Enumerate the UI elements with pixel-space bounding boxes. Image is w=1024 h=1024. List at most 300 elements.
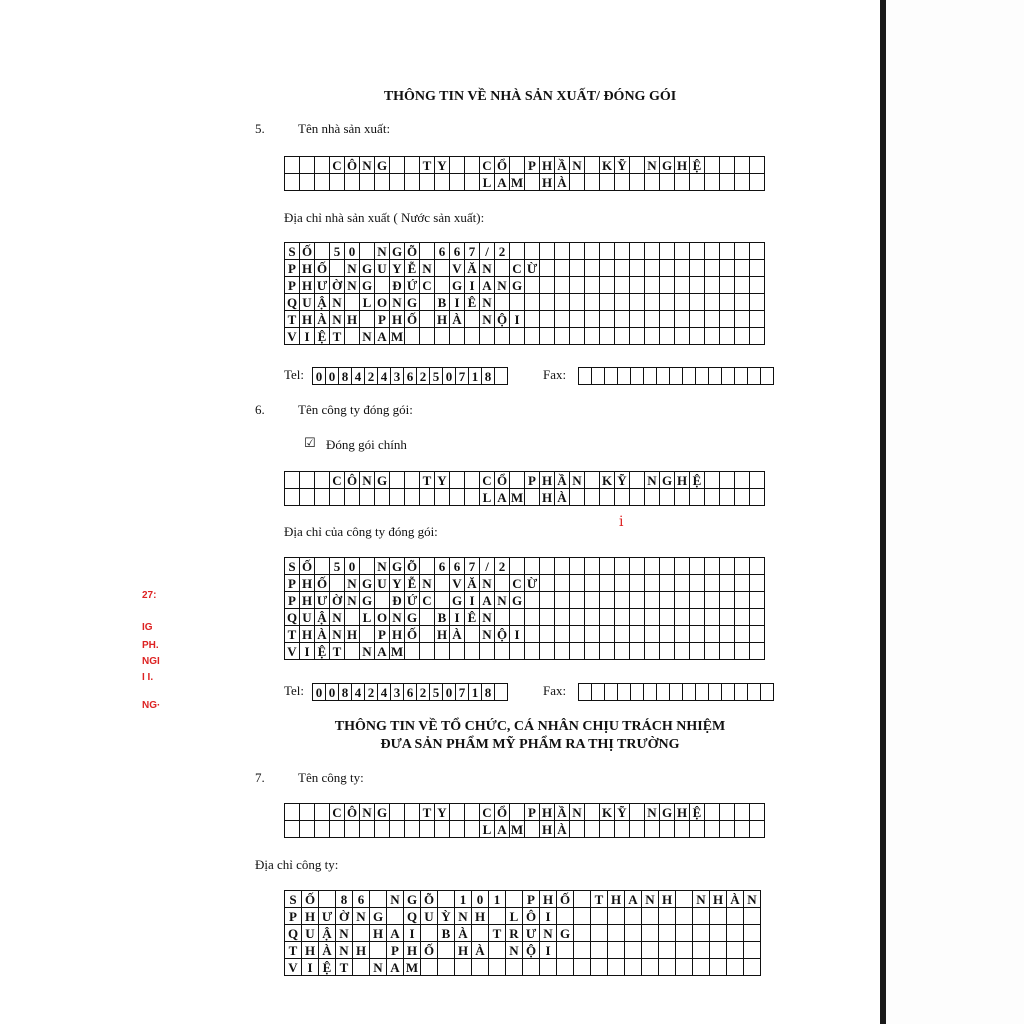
grid-cell [608,942,625,959]
grid-cell [585,575,600,592]
grid-cell: G [660,472,675,489]
grid-cell [495,575,510,592]
grid-cell: Ổ [495,472,510,489]
grid-row [285,959,761,976]
grid-cell: H [302,942,319,959]
grid-cell [690,311,705,328]
grid-cell: O [375,609,390,626]
grid-cell: À [315,311,330,328]
grid-cell: H [404,942,421,959]
grid-cell [750,174,765,191]
grid-cell [690,489,705,506]
grid-cell [642,908,659,925]
grid-cell [720,157,735,174]
grid-cell [555,260,570,277]
grid-cell [645,260,660,277]
grid-cell: G [360,575,375,592]
grid-cell [506,891,523,908]
grid-cell [555,243,570,260]
grid-cell [676,908,693,925]
grid-cell [750,592,765,609]
grid-cell [657,684,670,701]
grid-cell [735,643,750,660]
section7-address-label: Địa chỉ công ty: [255,857,339,872]
grid-cell [660,311,675,328]
grid-cell [592,368,605,385]
grid-cell [727,925,744,942]
grid-cell: Ầ [555,472,570,489]
grid-cell [540,609,555,626]
packager-address-grid [284,557,765,660]
grid-cell [525,174,540,191]
grid-cell: N [360,643,375,660]
grid-cell [465,174,480,191]
grid-cell [744,959,761,976]
grid-cell [645,294,660,311]
grid-cell [750,804,765,821]
grid-row [285,294,765,311]
grid-cell: G [510,277,525,294]
grid-cell: 2 [365,368,378,385]
grid-cell [735,174,750,191]
grid-cell: 0 [313,368,326,385]
grid-cell [630,294,645,311]
grid-cell [645,609,660,626]
grid-cell [570,294,585,311]
grid-cell [600,575,615,592]
grid-cell: Ầ [555,804,570,821]
grid-cell: L [480,489,495,506]
grid-row [285,643,765,660]
grid-cell: N [480,294,495,311]
grid-cell: L [360,609,375,626]
grid-cell: Ậ [319,925,336,942]
grid-cell [574,942,591,959]
grid-cell [660,626,675,643]
grid-cell [735,558,750,575]
grid-cell: A [375,643,390,660]
grid-cell: Ô [345,472,360,489]
grid-cell [675,328,690,345]
grid-cell [690,609,705,626]
grid-cell: H [302,908,319,925]
grid-cell [750,328,765,345]
grid-cell: C [480,472,495,489]
grid-cell [540,260,555,277]
grid-cell [285,174,300,191]
grid-cell [690,277,705,294]
grid-cell: 0 [443,684,456,701]
grid-cell [630,277,645,294]
grid-cell [600,294,615,311]
grid-cell [735,592,750,609]
grid-cell [660,260,675,277]
grid-cell [631,368,644,385]
grid-cell [574,925,591,942]
grid-cell: 8 [339,368,352,385]
grid-cell [710,925,727,942]
grid-cell: À [319,942,336,959]
grid-cell [600,277,615,294]
grid-cell [585,174,600,191]
grid-cell: G [557,925,574,942]
grid-cell [705,328,720,345]
grid-cell: T [336,959,353,976]
grid-cell [727,908,744,925]
grid-cell: Đ [390,277,405,294]
grid-cell: B [435,294,450,311]
grid-cell [557,942,574,959]
grid-cell: U [302,925,319,942]
grid-cell [525,626,540,643]
grid-cell [390,157,405,174]
grid-row [285,472,765,489]
stamp-text-line: I I. [142,672,154,683]
grid-cell [675,174,690,191]
grid-cell: 3 [391,368,404,385]
grid-cell [570,311,585,328]
grid-cell [319,891,336,908]
grid-cell [720,260,735,277]
grid-row [285,925,761,942]
grid-cell: I [465,277,480,294]
company-name-grid [284,803,765,838]
grid-cell: 1 [469,368,482,385]
grid-cell: 8 [339,684,352,701]
grid-cell: H [675,804,690,821]
grid-cell [455,959,472,976]
grid-cell [645,575,660,592]
grid-cell [676,925,693,942]
grid-cell [600,558,615,575]
grid-cell [615,489,630,506]
grid-cell [659,942,676,959]
grid-cell [618,684,631,701]
grid-cell [585,243,600,260]
grid-cell: P [285,575,300,592]
grid-cell [540,311,555,328]
grid-cell [660,575,675,592]
grid-cell [345,174,360,191]
grid-cell: N [360,472,375,489]
grid-cell: 5 [330,558,345,575]
grid-cell [660,174,675,191]
grid-cell: Ổ [495,804,510,821]
grid-cell: G [360,592,375,609]
grid-cell: H [608,891,625,908]
grid-cell: 8 [482,684,495,701]
grid-cell: Ô [345,157,360,174]
grid-cell [435,821,450,838]
grid-cell [675,592,690,609]
grid-cell [375,277,390,294]
grid-cell [555,328,570,345]
grid-cell: G [405,294,420,311]
grid-cell [696,368,709,385]
grid-cell: P [387,942,404,959]
grid-cell [644,684,657,701]
grid-cell: 0 [345,243,360,260]
grid-cell [591,925,608,942]
grid-cell: H [390,626,405,643]
producer-name-grid [284,156,765,191]
grid-cell [360,311,375,328]
grid-cell [748,684,761,701]
grid-cell [540,959,557,976]
grid-cell [585,821,600,838]
grid-cell [630,592,645,609]
grid-cell: H [435,311,450,328]
grid-cell: Ệ [315,328,330,345]
grid-cell [330,174,345,191]
grid-cell [735,260,750,277]
grid-cell: Ô [523,908,540,925]
grid-cell: Ỹ [615,157,630,174]
grid-cell [645,643,660,660]
grid-cell: H [300,575,315,592]
grid-cell [690,821,705,838]
grid-cell [438,942,455,959]
grid-cell: N [693,891,710,908]
grid-cell [435,174,450,191]
grid-cell [585,558,600,575]
grid-cell: 0 [313,684,326,701]
grid-cell: S [285,243,300,260]
grid-cell: T [420,157,435,174]
grid-cell [693,959,710,976]
grid-cell [375,489,390,506]
grid-cell: H [540,489,555,506]
grid-cell: Ă [465,575,480,592]
grid-cell: Ô [345,804,360,821]
grid-cell: T [285,942,302,959]
grid-cell [570,575,585,592]
grid-cell [420,643,435,660]
grid-cell [683,684,696,701]
section6-tel-label: Tel: [284,683,305,698]
grid-cell [750,472,765,489]
grid-cell [660,277,675,294]
grid-cell [615,174,630,191]
grid-cell [630,260,645,277]
grid-cell [600,243,615,260]
grid-cell: Y [390,260,405,277]
grid-cell: T [489,925,506,942]
grid-cell: 6 [404,368,417,385]
grid-cell [405,157,420,174]
grid-cell: C [510,260,525,277]
grid-cell [450,157,465,174]
grid-cell: R [506,925,523,942]
grid-cell: H [540,891,557,908]
grid-cell [693,908,710,925]
grid-cell [615,592,630,609]
grid-cell: H [659,891,676,908]
grid-cell [300,821,315,838]
grid-cell: I [510,626,525,643]
grid-cell: M [390,328,404,344]
grid-cell [585,489,600,506]
grid-cell [659,908,676,925]
grid-cell [735,157,750,174]
grid-cell: N [360,804,375,821]
grid-row [285,277,765,294]
grid-cell [540,277,555,294]
grid-cell [720,294,735,311]
grid-cell [735,575,750,592]
grid-cell [510,472,525,489]
grid-cell: G [404,891,421,908]
grid-cell [720,243,735,260]
grid-cell [555,277,570,294]
grid-cell [300,157,315,174]
grid-cell [657,368,670,385]
grid-cell: C [420,592,435,609]
grid-cell: N [420,575,435,592]
grid-cell [585,472,600,489]
grid-cell [600,609,615,626]
grid-cell: B [435,609,450,626]
grid-cell [670,368,683,385]
grid-cell: 0 [345,558,360,575]
company-address-grid [284,890,761,976]
grid-cell [525,489,540,506]
grid-cell [744,942,761,959]
grid-cell: 0 [443,368,456,385]
grid-cell: 4 [352,684,365,701]
grid-cell [525,558,540,575]
grid-cell: Ỹ [615,472,630,489]
grid-cell: H [300,311,315,328]
grid-cell: Õ [405,558,420,575]
grid-cell [720,643,735,660]
grid-cell [690,575,705,592]
grid-cell: N [645,472,660,489]
grid-cell [489,942,506,959]
grid-cell [642,925,659,942]
grid-cell: N [353,908,370,925]
grid-cell [585,328,600,345]
grid-cell: Ỳ [438,908,455,925]
grid-cell: Ễ [405,260,420,277]
grid-cell: I [300,643,315,660]
grid-cell: Ệ [690,157,705,174]
page-margin [886,0,1024,1024]
grid-cell [750,643,765,660]
grid-cell [630,575,645,592]
checkbox-checked-icon[interactable]: ☑ [304,436,316,451]
grid-cell [631,684,644,701]
grid-cell: Đ [390,592,405,609]
grid-cell [735,368,748,385]
grid-cell: B [438,925,455,942]
grid-cell [710,959,727,976]
grid-cell [506,959,523,976]
grid-cell: Ư [315,277,330,294]
section5-tel-label: Tel: [284,367,305,382]
grid-cell [642,942,659,959]
grid-cell [720,328,735,345]
grid-cell: N [645,804,660,821]
grid-cell [465,643,480,660]
grid-cell [315,558,330,575]
grid-cell [472,959,489,976]
grid-cell: H [345,311,360,328]
grid-row [285,821,765,838]
grid-cell [750,609,765,626]
grid-cell: N [360,157,375,174]
grid-cell [510,157,525,174]
grid-cell [315,243,330,260]
grid-cell [315,174,330,191]
grid-cell: M [404,959,421,976]
grid-cell [435,328,450,345]
grid-cell [510,558,525,575]
grid-cell: 5 [430,684,443,701]
grid-cell [690,592,705,609]
grid-cell [345,643,360,660]
grid-cell [625,959,642,976]
red-pen-mark: ⅰ [619,515,624,530]
grid-cell: T [330,328,345,345]
grid-cell [405,804,420,821]
grid-cell [300,472,315,489]
section5-label: Tên nhà sản xuất: [298,121,391,136]
grid-cell: 7 [465,558,480,575]
packager-tel-grid [312,683,508,701]
grid-cell [750,558,765,575]
grid-cell [693,942,710,959]
grid-cell: Ố [300,558,315,575]
grid-cell [608,925,625,942]
grid-cell: M [510,821,524,837]
responsible-heading-line2: ĐƯA SẢN PHẨM MỸ PHẨM RA THỊ TRƯỜNG [380,737,680,752]
page-edge-border [880,0,886,1024]
grid-cell [735,821,750,838]
grid-cell: N [495,592,510,609]
grid-cell [608,959,625,976]
grid-cell: N [330,294,345,311]
grid-cell: S [285,891,302,908]
grid-cell [705,277,720,294]
grid-cell [761,368,774,385]
grid-cell: Ậ [315,294,330,311]
grid-cell: N [345,592,360,609]
grid-cell [605,684,618,701]
grid-cell: M [390,643,404,659]
grid-cell [570,643,585,660]
grid-cell [585,260,600,277]
grid-cell [720,609,735,626]
grid-cell [525,328,540,345]
grid-cell: 2 [495,558,510,575]
grid-cell: 1 [489,891,506,908]
grid-cell [645,328,660,345]
grid-cell: T [285,311,300,328]
grid-cell [489,959,506,976]
grid-row [579,368,774,385]
grid-cell [495,368,508,385]
grid-cell [645,277,660,294]
grid-cell: Ố [300,243,315,260]
grid-cell [420,311,435,328]
grid-cell [360,821,375,838]
grid-cell: Ỹ [615,804,630,821]
grid-cell [744,925,761,942]
grid-cell: N [570,472,585,489]
grid-cell: Õ [421,891,438,908]
grid-cell [405,643,420,660]
